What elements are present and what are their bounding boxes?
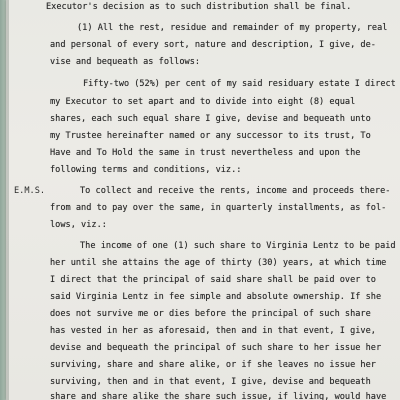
text-line-13: lows, viz.: <box>50 220 107 230</box>
text-line-4: vise and bequeath as follows: <box>50 57 201 67</box>
text-line-8: my Trustee hereinafter named or any successor to its trust, To <box>50 131 371 141</box>
text-line-5: Fifty-two (52%) per cent of my said residuary estate I direct <box>83 79 396 89</box>
text-line-10: following terms and conditions, viz.: <box>50 165 242 175</box>
text-line-20: devise and bequeath the principal of such share to her issue her <box>50 343 382 353</box>
text-line-7: shares, each such equal share I give, devise and bequeath unto <box>50 114 371 124</box>
text-line-23: share and share alike the share such issue, if living, would have <box>50 392 387 400</box>
text-line-15: her until she attains the age of thirty (30) years, at which time <box>50 258 387 268</box>
text-line-21: surviving, share and share alike, or if she leaves no issue her <box>50 360 376 370</box>
text-line-19: has vested in her as aforesaid, then and in that event, I give, <box>50 326 376 336</box>
margin-initials: E.M.S. <box>14 186 46 196</box>
text-line-12: from and to pay over the same, in quarterly installments, as fol- <box>50 203 387 213</box>
text-line-17: said Virginia Lentz in fee simple and absolute ownership. If she <box>50 292 382 302</box>
text-line-9: Have and To Hold the same in trust nevertheless and upon the <box>50 148 361 158</box>
text-line-2: (1) All the rest, residue and remainder of my property, real <box>77 23 388 33</box>
text-line-14: The income of one (1) such share to Virginia Lentz to be paid <box>80 241 396 251</box>
text-line-3: and personal of every sort, nature and description, I give, de- <box>50 40 376 50</box>
text-line-18: does not survive me or dies before the principal of such share <box>50 309 371 319</box>
text-line-16: I direct that the principal of said share shall be paid over to <box>50 275 376 285</box>
text-line-6: my Executor to set apart and to divide into eight (8) equal <box>50 97 356 107</box>
text-line-1: Executor's decision as to such distribution shall be final. <box>46 2 352 12</box>
page-fold <box>6 0 9 400</box>
text-line-11: To collect and receive the rents, income and proceeds there- <box>80 186 391 196</box>
text-line-22: surviving, then and in that event, I give, devise and bequeath <box>50 377 371 387</box>
